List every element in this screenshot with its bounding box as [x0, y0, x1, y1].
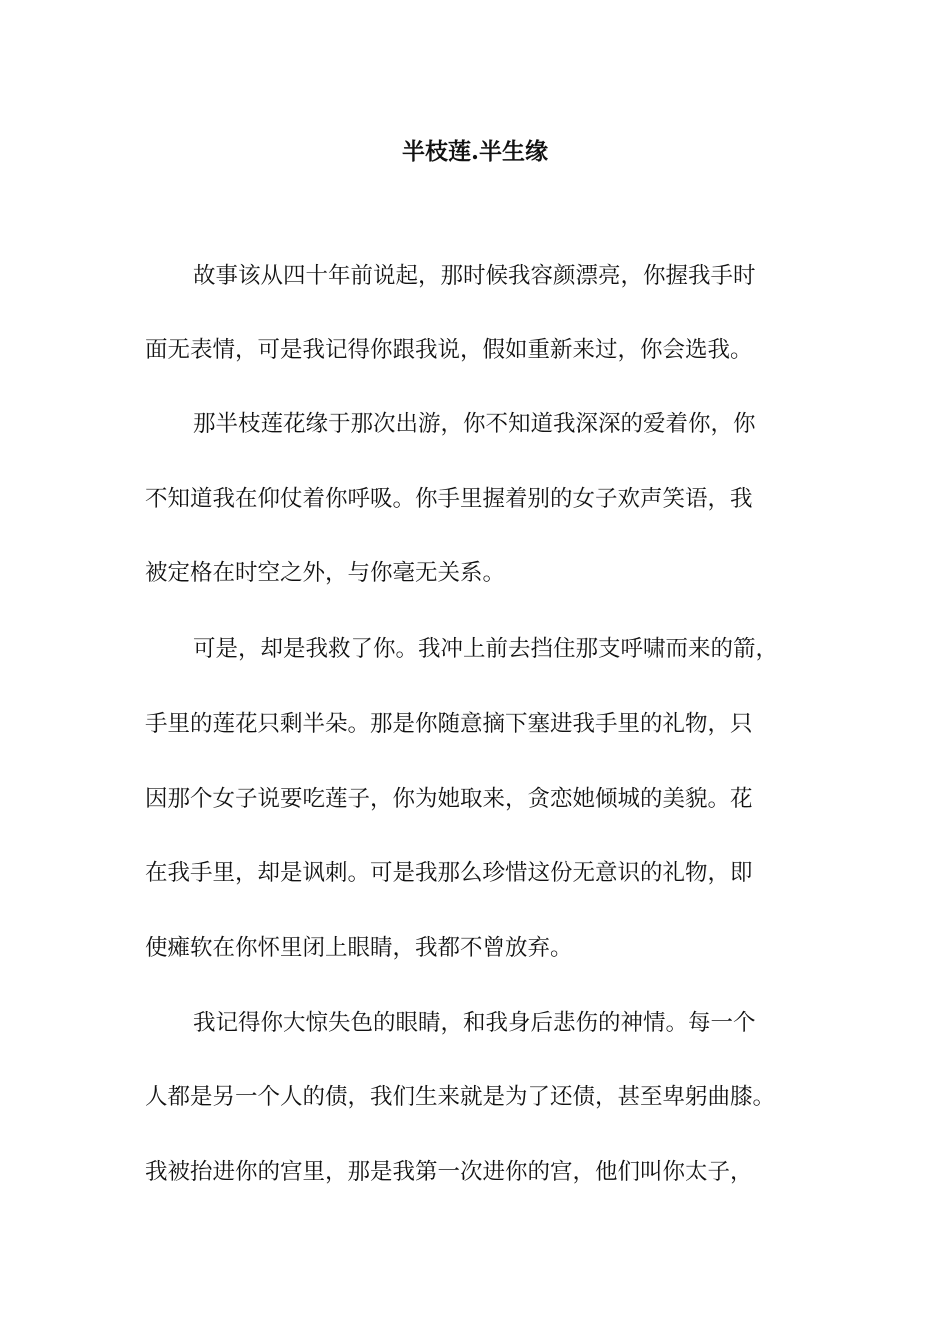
text-line-1: 故事该从四十年前说起，那时候我容颜漂亮，你握我手时	[193, 263, 756, 289]
text-line-4: 不知道我在仰仗着你呼吸。你手里握着别的女子欢声笑语，我	[145, 486, 753, 512]
text-line-2: 面无表情，可是我记得你跟我说，假如重新来过，你会选我。	[145, 337, 753, 363]
text-line-3: 那半枝莲花缘于那次出游，你不知道我深深的爱着你，你	[193, 411, 756, 437]
text-line-10: 使瘫软在你怀里闭上眼睛，我都不曾放弃。	[145, 935, 573, 961]
text-line-5: 被定格在时空之外，与你毫无关系。	[145, 560, 506, 586]
text-line-7: 手里的莲花只剩半朵。那是你随意摘下塞进我手里的礼物，只	[145, 711, 753, 737]
text-line-12: 人都是另一个人的债，我们生来就是为了还债，甚至卑躬曲膝。	[145, 1084, 776, 1110]
text-line-11: 我记得你大惊失色的眼睛，和我身后悲伤的神情。每一个	[193, 1010, 756, 1036]
text-line-9: 在我手里，却是讽刺。可是我那么珍惜这份无意识的礼物，即	[145, 860, 753, 886]
text-line-13: 我被抬进你的宫里，那是我第一次进你的宫，他们叫你太子，	[145, 1159, 753, 1185]
text-line-8: 因那个女子说要吃莲子，你为她取来，贪恋她倾城的美貌。花	[145, 786, 753, 812]
text-line-6: 可是，却是我救了你。我冲上前去挡住那支呼啸而来的箭，	[193, 636, 779, 662]
document-title: 半枝莲.半生缘	[401, 138, 548, 165]
